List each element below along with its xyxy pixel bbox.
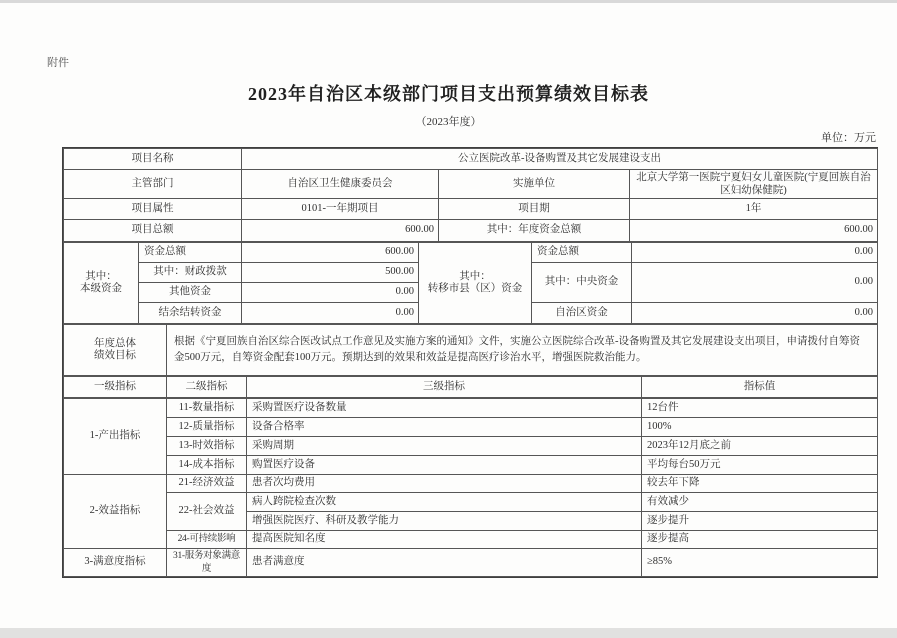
header-level3: 三级指标 — [247, 377, 642, 398]
indicator-row — [64, 456, 878, 475]
group-output-indicators: 1-产出指标 — [64, 399, 167, 475]
central-funds-label: 其中：中央资金 — [532, 263, 632, 303]
carryover-funds-label: 结余结转资金 — [139, 303, 242, 324]
indicator-l2: 21-经济效益 — [167, 475, 247, 493]
other-funds-label: 其他资金 — [139, 283, 242, 303]
group-benefit-indicators: 2-效益指标 — [64, 475, 167, 549]
indicator-l2: 24-可持续影响 — [167, 531, 247, 549]
indicator-row — [64, 475, 878, 493]
indicator-value: 逐步提升 — [642, 512, 878, 531]
indicator-value: 平均每台50万元 — [642, 456, 878, 475]
unit-label: 单位：万元 — [821, 132, 876, 144]
project-name-label: 项目名称 — [64, 149, 242, 170]
local-funding-label — [64, 243, 139, 324]
scan-edge-top — [0, 0, 897, 3]
indicator-l2: 14-成本指标 — [167, 456, 247, 475]
group-satisfaction-indicators: 3-满意度指标 — [64, 549, 167, 577]
attr-value: 0101-一年期项目 — [242, 199, 439, 220]
header-level1: 一级指标 — [64, 377, 167, 398]
indicator-value: 有效减少 — [642, 493, 878, 512]
attachment-label: 附件 — [47, 57, 69, 69]
scan-edge-bottom — [0, 628, 897, 638]
local-funding-label-line1: 其中： — [85, 270, 117, 282]
region-funds-label: 自治区资金 — [532, 303, 632, 324]
indicator-l2: 31-服务对象满意度 — [167, 549, 247, 577]
indicator-l2: 11-数量指标 — [167, 399, 247, 418]
indicator-value: 逐步提高 — [642, 531, 878, 549]
table-row — [64, 149, 878, 170]
indicator-row — [64, 531, 878, 549]
annual-goal-text: 根据《宁夏回族自治区综合医改试点工作意见及实施方案的通知》文件，实施公立医院综合改革-设备购置及其它发展建设支出项目，申请拨付自筹资金500万元，自筹资金配套100万元。预期达到的效果和效益是提高医疗诊治水平，增强医院救治能力。 — [167, 325, 878, 376]
indicator-l3: 患者满意度 — [247, 549, 642, 577]
annual-total-label: 其中：年度资金总额 — [439, 220, 630, 242]
annual-goal-label-line1: 年度总体 — [94, 337, 136, 349]
fiscal-allocation-value: 500.00 — [242, 263, 419, 283]
indicator-value: 12台件 — [642, 399, 878, 418]
page-title: 2023年自治区本级部门项目支出预算绩效目标表 — [248, 84, 649, 104]
indicator-value: ≥85% — [642, 549, 878, 577]
indicator-row — [64, 493, 878, 512]
local-funding-label-line2: 本级资金 — [80, 283, 122, 294]
local-total-value: 600.00 — [242, 243, 419, 263]
indicator-l3: 采购周期 — [247, 437, 642, 456]
annual-goal-label-line2: 绩效目标 — [94, 350, 136, 361]
indicator-l3: 患者次均费用 — [247, 475, 642, 493]
table-row — [64, 243, 878, 263]
indicator-row — [64, 399, 878, 418]
transfer-funding-label-line1: 其中： — [459, 270, 491, 282]
indicator-table — [63, 398, 878, 577]
budget-performance-table — [62, 147, 878, 578]
indicator-l2: 12-质量指标 — [167, 418, 247, 437]
annual-goal-table — [63, 324, 878, 376]
indicator-l3: 病人跨院检查次数 — [247, 493, 642, 512]
impl-unit-label: 实施单位 — [439, 170, 630, 199]
indicator-value: 2023年12月底之前 — [642, 437, 878, 456]
annual-total-value: 600.00 — [630, 220, 878, 242]
funding-table — [63, 242, 878, 324]
total-label: 项目总额 — [64, 220, 242, 242]
indicator-header-table — [63, 376, 878, 398]
indicator-l2: 13-时效指标 — [167, 437, 247, 456]
impl-unit-value: 北京大学第一医院宁夏妇女儿童医院(宁夏回族自治区妇幼保健院) — [630, 170, 878, 199]
indicator-value: 较去年下降 — [642, 475, 878, 493]
table-row — [64, 199, 878, 220]
indicator-l2: 22-社会效益 — [167, 493, 247, 531]
indicator-value: 100% — [642, 418, 878, 437]
indicator-row — [64, 437, 878, 456]
attr-label: 项目属性 — [64, 199, 242, 220]
header-level2: 二级指标 — [167, 377, 247, 398]
table-row — [64, 325, 878, 376]
table-row — [64, 377, 878, 398]
central-funds-value: 0.00 — [632, 263, 878, 303]
transfer-total-value: 0.00 — [632, 243, 878, 263]
project-info-table — [63, 148, 878, 242]
fiscal-allocation-label: 其中：财政拨款 — [139, 263, 242, 283]
period-value: 1年 — [630, 199, 878, 220]
indicator-l3: 设备合格率 — [247, 418, 642, 437]
region-funds-value: 0.00 — [632, 303, 878, 324]
period-label: 项目期 — [439, 199, 630, 220]
page-subtitle: （2023年度） — [415, 116, 482, 128]
project-name-value: 公立医院改革-设备购置及其它发展建设支出 — [242, 149, 878, 170]
indicator-l3: 采购置医疗设备数量 — [247, 399, 642, 418]
other-funds-value: 0.00 — [242, 283, 419, 303]
transfer-funding-label — [419, 243, 532, 324]
header-value: 指标值 — [642, 377, 878, 398]
transfer-funding-label-line2: 转移市县（区）资金 — [427, 283, 523, 294]
indicator-row — [64, 418, 878, 437]
dept-value: 自治区卫生健康委员会 — [242, 170, 439, 199]
indicator-l3: 提高医院知名度 — [247, 531, 642, 549]
local-total-label: 资金总额 — [139, 243, 242, 263]
total-value: 600.00 — [242, 220, 439, 242]
dept-label: 主管部门 — [64, 170, 242, 199]
table-row — [64, 170, 878, 199]
transfer-total-label: 资金总额 — [532, 243, 632, 263]
carryover-funds-value: 0.00 — [242, 303, 419, 324]
indicator-l3: 购置医疗设备 — [247, 456, 642, 475]
indicator-l3: 增强医院医疗、科研及教学能力 — [247, 512, 642, 531]
indicator-row — [64, 549, 878, 577]
table-row — [64, 220, 878, 242]
annual-goal-label — [64, 325, 167, 376]
